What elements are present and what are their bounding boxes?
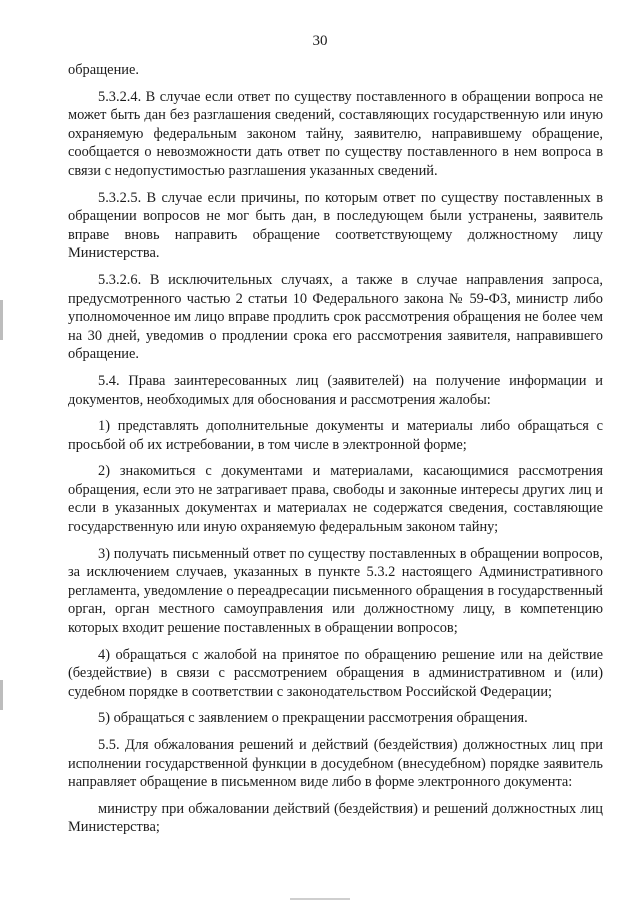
scan-edge-mark-top [0, 300, 3, 340]
page-number: 30 [312, 33, 328, 49]
list-item-2: 2) знакомиться с документами и материалами, касающимися рассмотрения обращения, если это не затрагивает права, свободы и законные интересы других лиц и если в указанных документах и материалах не содержатся сведения, составляющие государственную или иную охраняемую федеральным законом тайну; [68, 463, 603, 536]
list-item-3: 3) получать письменный ответ по существу поставленных в обращении вопросов, за исключением случаев, указанных в пункте 5.3.2 настоящего Административного регламента, уведомление о переадресации письменного обращения в государственный орган, орган местного самоуправления или должностному лицу, в компетенцию которых входит решение поставленных в обращении вопросов; [68, 545, 603, 637]
document-body [68, 61, 603, 845]
list-item-1: 1) представлять дополнительные документы и материалы либо обращаться с просьбой об их истребовании, в том числе в электронной форме; [68, 418, 603, 453]
paragraph-5-3-2-5: 5.3.2.5. В случае если причины, по которым ответ по существу поставленных в обращении вопросов не мог быть дан, в последующем были устранены, заявитель вправе вновь направить обращение соответствующему должностному лицу Министерства. [68, 189, 603, 262]
paragraph-continuation: обращение. [68, 62, 139, 78]
paragraph-minister: министру при обжаловании действий (бездействия) и решений должностных лиц Министерства; [68, 800, 603, 836]
paragraph-5-4: 5.4. Права заинтересованных лиц (заявителей) на получение информации и документов, необходимых для обоснования и рассмотрения жалобы: [68, 372, 603, 408]
paragraph-5-3-2-4: 5.3.2.4. В случае если ответ по существу поставленного в обращении вопроса не может быть дан без разглашения сведений, составляющих государственную или иную охраняемую федеральным законом тайну, заявителю, направившему обращение, сообщается о невозможности дать ответ по существу поставленного в нем вопроса в связи с недопустимостью разглашения указанных сведений. [68, 88, 603, 179]
scan-bottom-mark [290, 898, 350, 900]
paragraph-5-5: 5.5. Для обжалования решений и действий (бездействия) должностных лиц при исполнении государственной функции в досудебном (внесудебном) порядке заявитель направляет обращение в письменном виде либо в форме электронного документа: [68, 737, 603, 791]
paragraph-5-3-2-6: 5.3.2.6. В исключительных случаях, а также в случае направления запроса, предусмотренного частью 2 статьи 10 Федерального закона № 59-ФЗ, министр либо уполномоченное им лицо вправе продлить срок рассмотрения обращения не более чем на 30 дней, уведомив о продлении срока его рассмотрения заявителя, направившего обращение. [68, 271, 603, 363]
scan-edge-mark-bottom [0, 680, 3, 710]
list-item-4: 4) обращаться с жалобой на принятое по обращению решение или на действие (бездействие) в связи с рассмотрением обращения в административном и (или) судебном порядке в соответствии с законодательством Российской Федерации; [68, 646, 603, 700]
list-item-5: 5) обращаться с заявлением о прекращении рассмотрения обращения. [98, 710, 528, 727]
